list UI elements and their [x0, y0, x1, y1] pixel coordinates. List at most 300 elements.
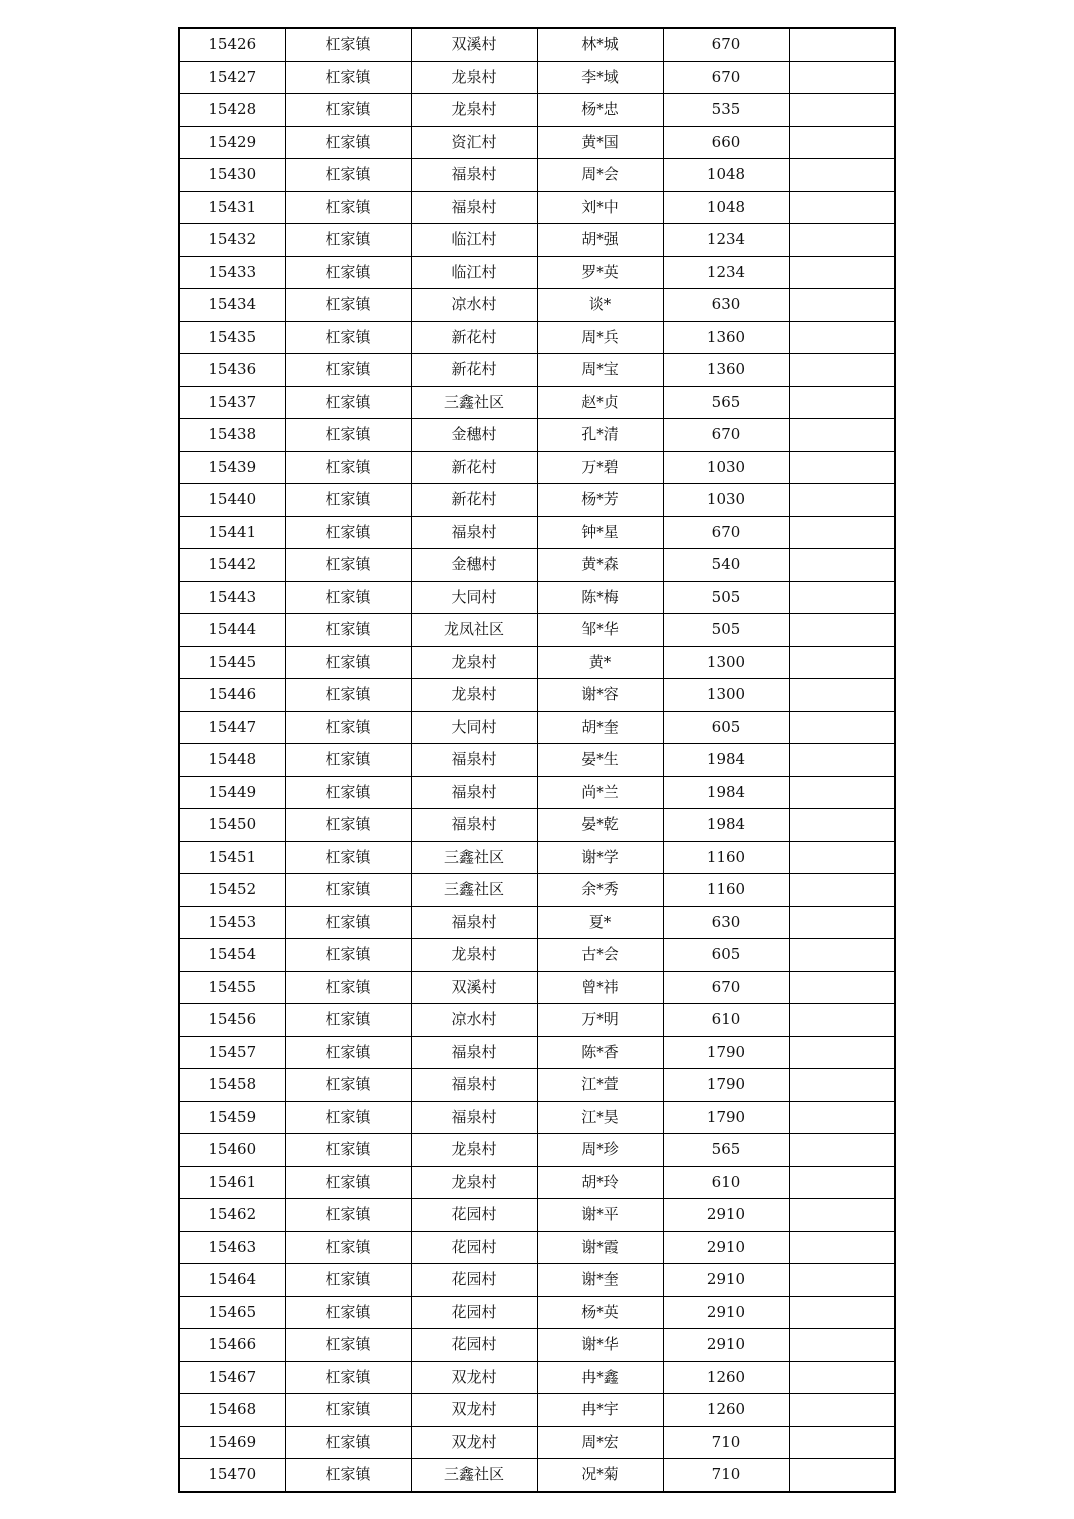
name-cell: 黄* [537, 646, 663, 679]
table-row [179, 646, 895, 679]
amount-cell: 1260 [663, 1394, 789, 1427]
town-cell: 杠家镇 [285, 906, 411, 939]
town-cell: 杠家镇 [285, 549, 411, 582]
amount-cell: 1160 [663, 874, 789, 907]
amount-cell: 1984 [663, 776, 789, 809]
table-row [179, 939, 895, 972]
amount-cell: 670 [663, 61, 789, 94]
amount-cell: 1234 [663, 256, 789, 289]
serial-number-cell: 15450 [179, 809, 285, 842]
town-cell: 杠家镇 [285, 711, 411, 744]
serial-number-cell: 15431 [179, 191, 285, 224]
serial-number-cell: 15470 [179, 1459, 285, 1492]
town-cell: 杠家镇 [285, 646, 411, 679]
village-cell: 双龙村 [411, 1361, 537, 1394]
town-cell: 杠家镇 [285, 1296, 411, 1329]
remarks-cell [789, 1134, 895, 1167]
table-row [179, 1426, 895, 1459]
village-cell: 龙凤社区 [411, 614, 537, 647]
town-cell: 杠家镇 [285, 354, 411, 387]
table-row [179, 28, 895, 61]
table-row [179, 1004, 895, 1037]
table-row [179, 711, 895, 744]
remarks-cell [789, 939, 895, 972]
name-cell: 冉*宇 [537, 1394, 663, 1427]
village-cell: 花园村 [411, 1231, 537, 1264]
table-row [179, 1231, 895, 1264]
name-cell: 尚*兰 [537, 776, 663, 809]
village-cell: 新花村 [411, 451, 537, 484]
village-cell: 凉水村 [411, 289, 537, 322]
name-cell: 刘*中 [537, 191, 663, 224]
town-cell: 杠家镇 [285, 516, 411, 549]
village-cell: 临江村 [411, 256, 537, 289]
name-cell: 晏*乾 [537, 809, 663, 842]
remarks-cell [789, 451, 895, 484]
table-row [179, 159, 895, 192]
serial-number-cell: 15439 [179, 451, 285, 484]
serial-number-cell: 15426 [179, 28, 285, 61]
amount-cell: 1160 [663, 841, 789, 874]
remarks-cell [789, 1101, 895, 1134]
village-cell: 龙泉村 [411, 679, 537, 712]
name-cell: 陈*梅 [537, 581, 663, 614]
serial-number-cell: 15428 [179, 94, 285, 127]
remarks-cell [789, 646, 895, 679]
serial-number-cell: 15434 [179, 289, 285, 322]
name-cell: 古*会 [537, 939, 663, 972]
name-cell: 赵*贞 [537, 386, 663, 419]
amount-cell: 630 [663, 906, 789, 939]
remarks-cell [789, 224, 895, 257]
amount-cell: 2910 [663, 1264, 789, 1297]
town-cell: 杠家镇 [285, 776, 411, 809]
village-cell: 新花村 [411, 321, 537, 354]
town-cell: 杠家镇 [285, 1199, 411, 1232]
name-cell: 曾*祎 [537, 971, 663, 1004]
village-cell: 花园村 [411, 1199, 537, 1232]
table-row [179, 1134, 895, 1167]
remarks-cell [789, 386, 895, 419]
serial-number-cell: 15446 [179, 679, 285, 712]
remarks-cell [789, 841, 895, 874]
table-row [179, 451, 895, 484]
remarks-cell [789, 256, 895, 289]
table-row [179, 614, 895, 647]
amount-cell: 1790 [663, 1036, 789, 1069]
serial-number-cell: 15435 [179, 321, 285, 354]
table-row [179, 289, 895, 322]
remarks-cell [789, 419, 895, 452]
remarks-cell [789, 1004, 895, 1037]
village-cell: 新花村 [411, 484, 537, 517]
town-cell: 杠家镇 [285, 1329, 411, 1362]
town-cell: 杠家镇 [285, 321, 411, 354]
name-cell: 杨*忠 [537, 94, 663, 127]
name-cell: 周*兵 [537, 321, 663, 354]
town-cell: 杠家镇 [285, 841, 411, 874]
town-cell: 杠家镇 [285, 1394, 411, 1427]
remarks-cell [789, 776, 895, 809]
village-cell: 三鑫社区 [411, 386, 537, 419]
name-cell: 谈* [537, 289, 663, 322]
remarks-cell [789, 1459, 895, 1492]
table-row [179, 1296, 895, 1329]
serial-number-cell: 15467 [179, 1361, 285, 1394]
village-cell: 金穗村 [411, 549, 537, 582]
town-cell: 杠家镇 [285, 1101, 411, 1134]
town-cell: 杠家镇 [285, 289, 411, 322]
name-cell: 周*会 [537, 159, 663, 192]
remarks-cell [789, 1166, 895, 1199]
name-cell: 余*秀 [537, 874, 663, 907]
table-row [179, 516, 895, 549]
name-cell: 胡*强 [537, 224, 663, 257]
table-row [179, 94, 895, 127]
town-cell: 杠家镇 [285, 1166, 411, 1199]
table-row [179, 1036, 895, 1069]
remarks-cell [789, 679, 895, 712]
remarks-cell [789, 1264, 895, 1297]
name-cell: 万*明 [537, 1004, 663, 1037]
serial-number-cell: 15429 [179, 126, 285, 159]
town-cell: 杠家镇 [285, 386, 411, 419]
amount-cell: 1790 [663, 1101, 789, 1134]
serial-number-cell: 15433 [179, 256, 285, 289]
amount-cell: 610 [663, 1004, 789, 1037]
village-cell: 福泉村 [411, 1036, 537, 1069]
town-cell: 杠家镇 [285, 419, 411, 452]
serial-number-cell: 15468 [179, 1394, 285, 1427]
village-cell: 三鑫社区 [411, 841, 537, 874]
remarks-cell [789, 321, 895, 354]
table-row [179, 1459, 895, 1492]
serial-number-cell: 15449 [179, 776, 285, 809]
remarks-cell [789, 906, 895, 939]
name-cell: 谢*平 [537, 1199, 663, 1232]
serial-number-cell: 15455 [179, 971, 285, 1004]
remarks-cell [789, 1036, 895, 1069]
table-row [179, 1264, 895, 1297]
serial-number-cell: 15442 [179, 549, 285, 582]
serial-number-cell: 15444 [179, 614, 285, 647]
name-cell: 邹*华 [537, 614, 663, 647]
town-cell: 杠家镇 [285, 484, 411, 517]
amount-cell: 505 [663, 614, 789, 647]
amount-cell: 1790 [663, 1069, 789, 1102]
village-cell: 龙泉村 [411, 1166, 537, 1199]
serial-number-cell: 15465 [179, 1296, 285, 1329]
name-cell: 周*宏 [537, 1426, 663, 1459]
serial-number-cell: 15452 [179, 874, 285, 907]
remarks-cell [789, 874, 895, 907]
serial-number-cell: 15454 [179, 939, 285, 972]
amount-cell: 605 [663, 711, 789, 744]
name-cell: 周*珍 [537, 1134, 663, 1167]
amount-cell: 1360 [663, 354, 789, 387]
town-cell: 杠家镇 [285, 1134, 411, 1167]
village-cell: 福泉村 [411, 906, 537, 939]
table-row [179, 1199, 895, 1232]
table-row [179, 1166, 895, 1199]
serial-number-cell: 15457 [179, 1036, 285, 1069]
village-cell: 三鑫社区 [411, 874, 537, 907]
table-row [179, 744, 895, 777]
village-cell: 新花村 [411, 354, 537, 387]
amount-cell: 710 [663, 1459, 789, 1492]
remarks-cell [789, 516, 895, 549]
village-cell: 凉水村 [411, 1004, 537, 1037]
remarks-cell [789, 1426, 895, 1459]
village-cell: 龙泉村 [411, 1134, 537, 1167]
village-cell: 福泉村 [411, 1101, 537, 1134]
remarks-cell [789, 1199, 895, 1232]
remarks-cell [789, 549, 895, 582]
name-cell: 谢*容 [537, 679, 663, 712]
table-row [179, 841, 895, 874]
remarks-cell [789, 28, 895, 61]
table-body [179, 28, 895, 1492]
amount-cell: 670 [663, 419, 789, 452]
serial-number-cell: 15438 [179, 419, 285, 452]
name-cell: 杨*芳 [537, 484, 663, 517]
serial-number-cell: 15460 [179, 1134, 285, 1167]
table-row [179, 809, 895, 842]
amount-cell: 610 [663, 1166, 789, 1199]
remarks-cell [789, 809, 895, 842]
village-cell: 龙泉村 [411, 94, 537, 127]
remarks-cell [789, 1329, 895, 1362]
amount-cell: 670 [663, 971, 789, 1004]
name-cell: 罗*英 [537, 256, 663, 289]
town-cell: 杠家镇 [285, 679, 411, 712]
town-cell: 杠家镇 [285, 744, 411, 777]
name-cell: 黄*森 [537, 549, 663, 582]
table-row [179, 1361, 895, 1394]
town-cell: 杠家镇 [285, 191, 411, 224]
serial-number-cell: 15463 [179, 1231, 285, 1264]
town-cell: 杠家镇 [285, 1069, 411, 1102]
amount-cell: 565 [663, 1134, 789, 1167]
town-cell: 杠家镇 [285, 28, 411, 61]
village-cell: 金穗村 [411, 419, 537, 452]
village-cell: 龙泉村 [411, 61, 537, 94]
table-row [179, 874, 895, 907]
serial-number-cell: 15456 [179, 1004, 285, 1037]
amount-cell: 1260 [663, 1361, 789, 1394]
serial-number-cell: 15436 [179, 354, 285, 387]
name-cell: 胡*玲 [537, 1166, 663, 1199]
amount-cell: 660 [663, 126, 789, 159]
remarks-cell [789, 1394, 895, 1427]
town-cell: 杠家镇 [285, 159, 411, 192]
town-cell: 杠家镇 [285, 126, 411, 159]
serial-number-cell: 15443 [179, 581, 285, 614]
town-cell: 杠家镇 [285, 224, 411, 257]
table-row [179, 354, 895, 387]
town-cell: 杠家镇 [285, 874, 411, 907]
amount-cell: 710 [663, 1426, 789, 1459]
remarks-cell [789, 1361, 895, 1394]
amount-cell: 565 [663, 386, 789, 419]
amount-cell: 670 [663, 516, 789, 549]
village-cell: 龙泉村 [411, 939, 537, 972]
table-row [179, 484, 895, 517]
name-cell: 陈*香 [537, 1036, 663, 1069]
table-row [179, 126, 895, 159]
amount-cell: 535 [663, 94, 789, 127]
village-cell: 福泉村 [411, 809, 537, 842]
name-cell: 谢*奎 [537, 1264, 663, 1297]
serial-number-cell: 15458 [179, 1069, 285, 1102]
village-cell: 三鑫社区 [411, 1459, 537, 1492]
table-row [179, 224, 895, 257]
name-cell: 万*碧 [537, 451, 663, 484]
remarks-cell [789, 581, 895, 614]
remarks-cell [789, 126, 895, 159]
town-cell: 杠家镇 [285, 94, 411, 127]
amount-cell: 1984 [663, 809, 789, 842]
village-cell: 福泉村 [411, 516, 537, 549]
serial-number-cell: 15432 [179, 224, 285, 257]
village-cell: 福泉村 [411, 159, 537, 192]
table-row [179, 581, 895, 614]
name-cell: 冉*鑫 [537, 1361, 663, 1394]
town-cell: 杠家镇 [285, 1361, 411, 1394]
amount-cell: 2910 [663, 1329, 789, 1362]
serial-number-cell: 15462 [179, 1199, 285, 1232]
village-cell: 龙泉村 [411, 646, 537, 679]
serial-number-cell: 15466 [179, 1329, 285, 1362]
name-cell: 况*菊 [537, 1459, 663, 1492]
serial-number-cell: 15427 [179, 61, 285, 94]
town-cell: 杠家镇 [285, 1264, 411, 1297]
remarks-cell [789, 1069, 895, 1102]
table-row [179, 906, 895, 939]
serial-number-cell: 15440 [179, 484, 285, 517]
amount-cell: 1048 [663, 191, 789, 224]
town-cell: 杠家镇 [285, 614, 411, 647]
name-cell: 谢*华 [537, 1329, 663, 1362]
name-cell: 孔*清 [537, 419, 663, 452]
village-cell: 双龙村 [411, 1394, 537, 1427]
table-row [179, 256, 895, 289]
serial-number-cell: 15469 [179, 1426, 285, 1459]
remarks-cell [789, 354, 895, 387]
name-cell: 谢*霞 [537, 1231, 663, 1264]
remarks-cell [789, 484, 895, 517]
village-cell: 大同村 [411, 581, 537, 614]
remarks-cell [789, 191, 895, 224]
amount-cell: 630 [663, 289, 789, 322]
town-cell: 杠家镇 [285, 581, 411, 614]
village-cell: 福泉村 [411, 191, 537, 224]
amount-cell: 1030 [663, 484, 789, 517]
amount-cell: 605 [663, 939, 789, 972]
village-cell: 临江村 [411, 224, 537, 257]
amount-cell: 540 [663, 549, 789, 582]
amount-cell: 2910 [663, 1231, 789, 1264]
remarks-cell [789, 614, 895, 647]
village-cell: 福泉村 [411, 744, 537, 777]
table-row [179, 1069, 895, 1102]
village-cell: 福泉村 [411, 776, 537, 809]
name-cell: 黄*国 [537, 126, 663, 159]
village-cell: 双溪村 [411, 971, 537, 1004]
table-row [179, 776, 895, 809]
table-row [179, 1101, 895, 1134]
table-row [179, 1329, 895, 1362]
serial-number-cell: 15459 [179, 1101, 285, 1134]
town-cell: 杠家镇 [285, 61, 411, 94]
amount-cell: 505 [663, 581, 789, 614]
village-cell: 福泉村 [411, 1069, 537, 1102]
name-cell: 晏*生 [537, 744, 663, 777]
amount-cell: 1300 [663, 646, 789, 679]
serial-number-cell: 15461 [179, 1166, 285, 1199]
village-cell: 花园村 [411, 1264, 537, 1297]
village-cell: 资汇村 [411, 126, 537, 159]
village-cell: 大同村 [411, 711, 537, 744]
remarks-cell [789, 94, 895, 127]
table-row [179, 1394, 895, 1427]
name-cell: 李*域 [537, 61, 663, 94]
table-row [179, 971, 895, 1004]
table-row [179, 549, 895, 582]
town-cell: 杠家镇 [285, 1459, 411, 1492]
town-cell: 杠家镇 [285, 451, 411, 484]
village-cell: 双龙村 [411, 1426, 537, 1459]
serial-number-cell: 15447 [179, 711, 285, 744]
town-cell: 杠家镇 [285, 809, 411, 842]
name-cell: 江*萱 [537, 1069, 663, 1102]
town-cell: 杠家镇 [285, 1231, 411, 1264]
remarks-cell [789, 1296, 895, 1329]
remarks-cell [789, 289, 895, 322]
village-cell: 双溪村 [411, 28, 537, 61]
table-row [179, 679, 895, 712]
remarks-cell [789, 744, 895, 777]
remarks-cell [789, 1231, 895, 1264]
table-row [179, 191, 895, 224]
name-cell: 林*城 [537, 28, 663, 61]
serial-number-cell: 15441 [179, 516, 285, 549]
remarks-cell [789, 159, 895, 192]
remarks-cell [789, 61, 895, 94]
town-cell: 杠家镇 [285, 1036, 411, 1069]
amount-cell: 1984 [663, 744, 789, 777]
town-cell: 杠家镇 [285, 1426, 411, 1459]
amount-cell: 1234 [663, 224, 789, 257]
amount-cell: 2910 [663, 1199, 789, 1232]
name-cell: 胡*奎 [537, 711, 663, 744]
table-row [179, 419, 895, 452]
serial-number-cell: 15430 [179, 159, 285, 192]
serial-number-cell: 15451 [179, 841, 285, 874]
village-cell: 花园村 [411, 1296, 537, 1329]
town-cell: 杠家镇 [285, 256, 411, 289]
serial-number-cell: 15464 [179, 1264, 285, 1297]
town-cell: 杠家镇 [285, 939, 411, 972]
table-row [179, 61, 895, 94]
name-cell: 夏* [537, 906, 663, 939]
name-cell: 江*昊 [537, 1101, 663, 1134]
table-row [179, 321, 895, 354]
name-cell: 钟*星 [537, 516, 663, 549]
name-cell: 谢*学 [537, 841, 663, 874]
subsidy-list-table [178, 27, 896, 1493]
amount-cell: 1048 [663, 159, 789, 192]
